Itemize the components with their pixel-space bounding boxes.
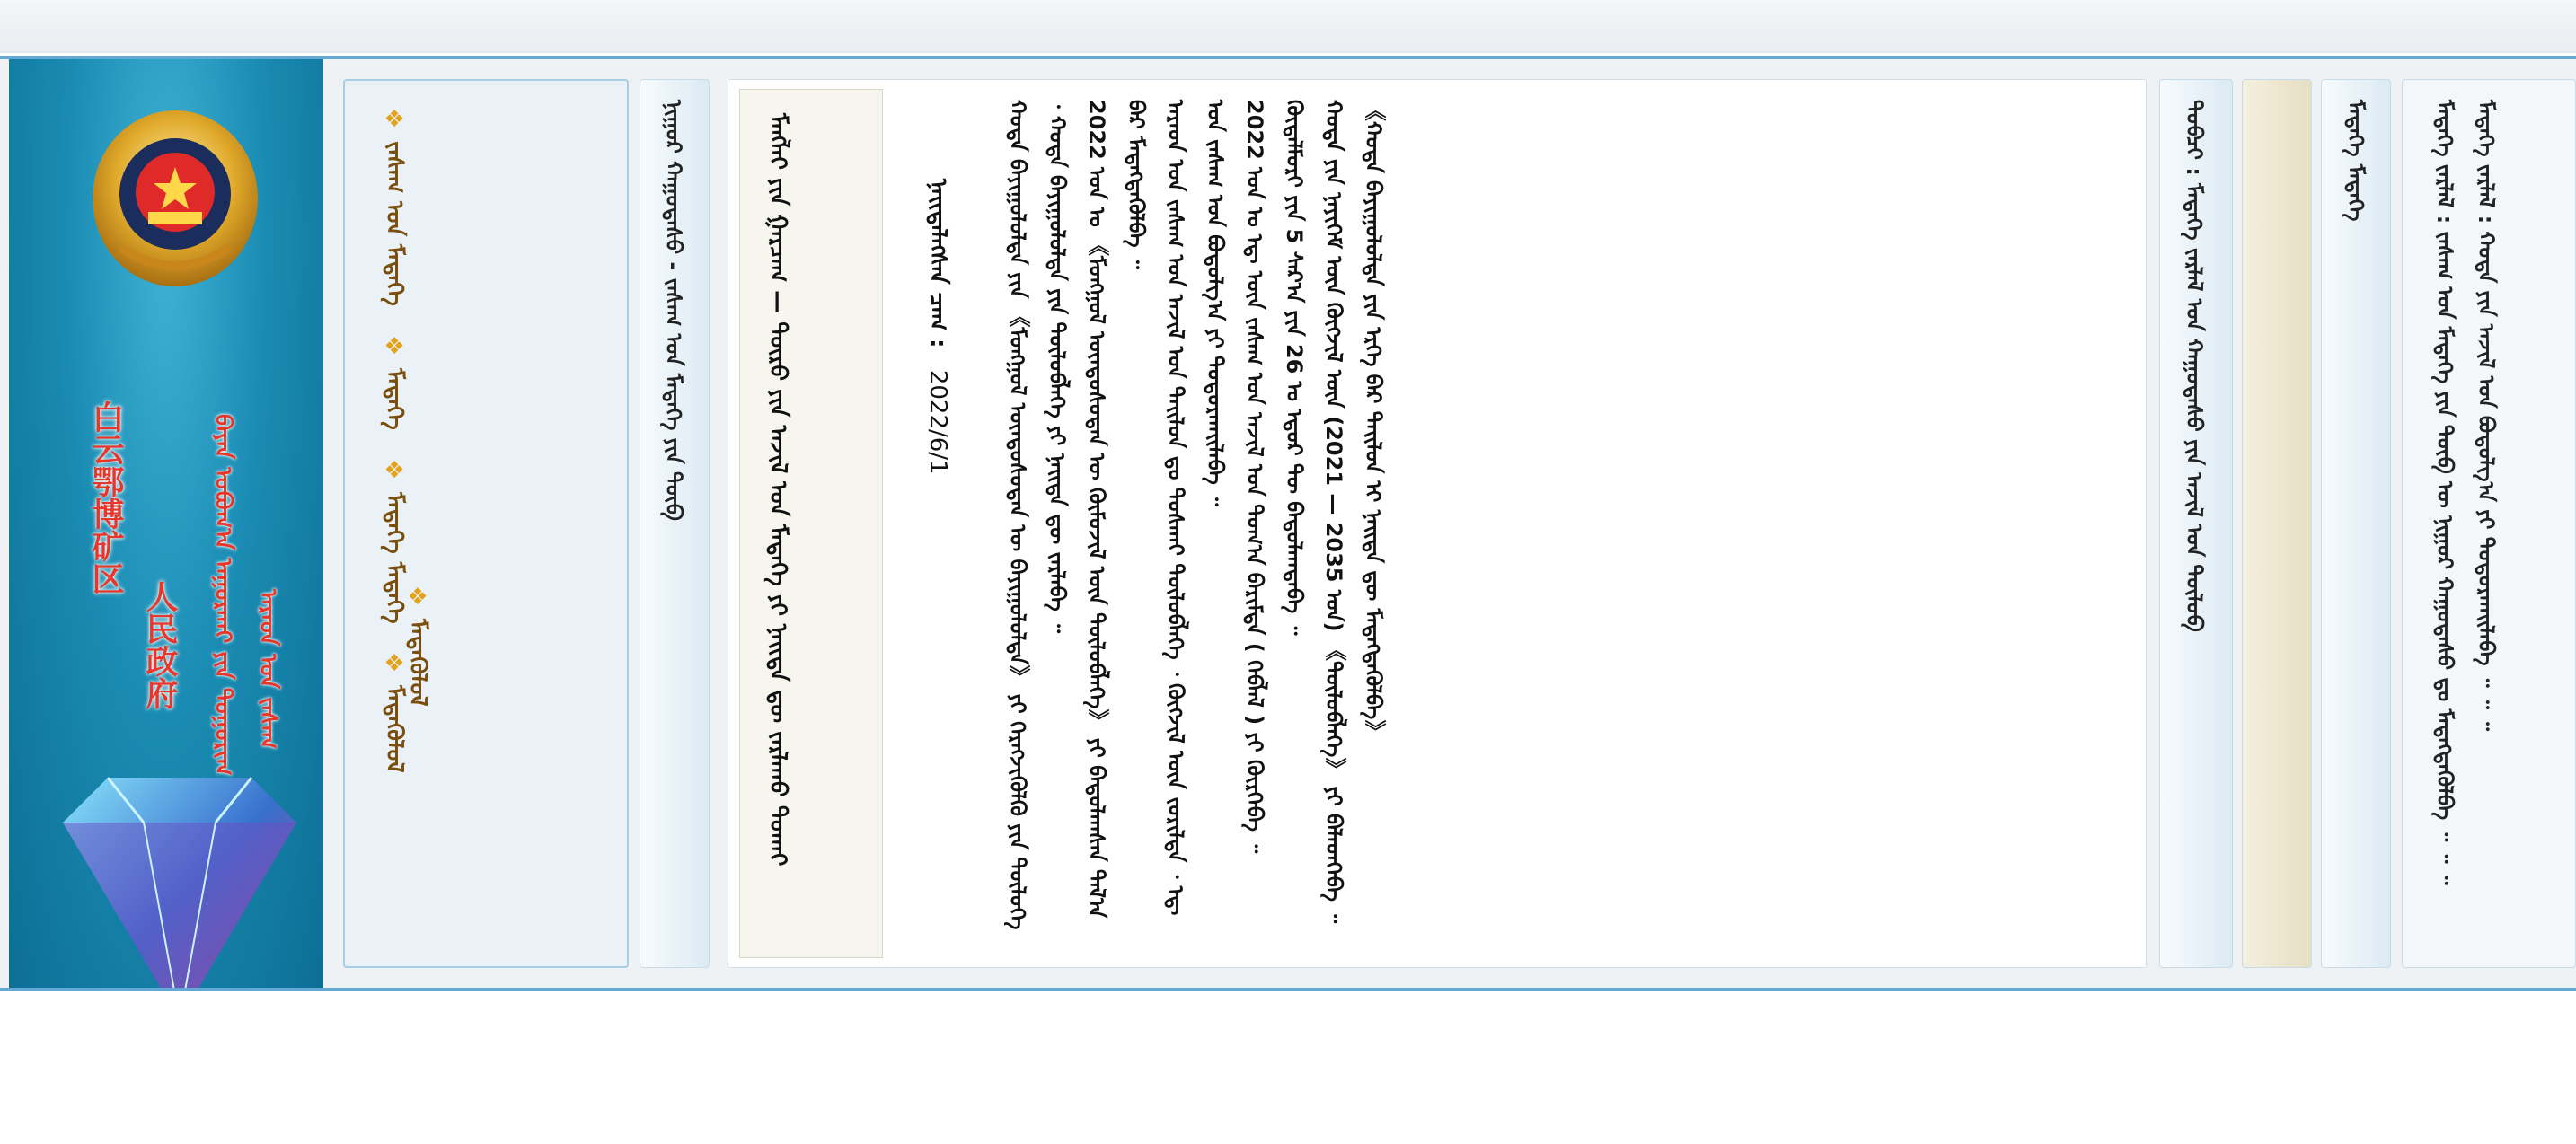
nav-item-label: ᠮᠡᠳᠡᠭᠡ <box>381 367 408 430</box>
breadcrumb <box>640 79 710 968</box>
publish-date-label: ᠨᠡᠢᠲᠡᠯᠡᠭᠰᠡᠨ ᠴᠠᠭ : <box>924 179 951 348</box>
article-paragraph: 2022 ᠣᠨ ᠤ ᠡᠳ᠋ ᠦᠨ ᠵᠠᠰᠠᠭ ᠤᠨ ᠠᠵᠢᠯ ᠤᠨ ᠲᠣᠭ᠎ᠠ ᠪᠠᠷᠢᠮᠲᠠ ( ᠬᠡᠪᠯᠡᠯ ) ᠶᠢ ᠬᠦᠷᠭᠡᠪᠡ ᠃ <box>1242 100 1267 854</box>
banner-title-cn: 白云鄂博矿区 <box>87 400 125 594</box>
bullet-icon: ❖ <box>381 456 408 492</box>
bullet-icon: ❖ <box>381 106 408 142</box>
nav-item-label: ᠮᠡᠳᠡᠭᠦᠯᠦᠯ <box>381 685 408 773</box>
article-paragraph: ᠬᠤᠲᠠ ᠶᠢᠨ ᠨᠡᠶᠢᠭᠡᠮ ᠦᠨ ᠬᠥᠭᠵᠢᠯ ᠦᠨ (2021 — 2035 ᠣᠨ) 《ᠲᠥᠯᠥᠪᠯᠡᠭᠡ》 ᠶᠢ ᠪᠡᠯᠡᠳᠬᠡᠪᠡ ᠃ <box>1321 100 1346 924</box>
news-list-item[interactable]: ᠮᠡᠳᠡᠭᠡ ᠵᠠᠷᠯᠠᠯ : ᠬᠤᠲᠠ ᠶᠢᠨ ᠠᠵᠢᠯ ᠤᠨ ᠪᠣᠳᠤᠯᠭ᠎ᠠ ᠶᠢ ᠲᠣᠳᠤᠷᠬᠠᠢᠯᠠᠪᠠ ᠃ ᠃ ᠃ <box>2474 100 2499 731</box>
bottom-divider <box>0 988 2576 991</box>
nav-item-1[interactable] <box>368 99 420 313</box>
category-column <box>2321 79 2391 968</box>
bullet-icon: ❖ <box>381 650 408 686</box>
nav-item-bottom-label: ᠮᠡᠳᠡᠭᠦᠯᠦᠯ <box>404 619 431 707</box>
nav-item-2[interactable] <box>368 326 420 437</box>
nav-item-label: ᠵᠠᠰᠠᠭ ᠤᠨ ᠮᠡᠳᠡᠭᠡ <box>381 141 408 306</box>
banner-subtitle-mn: ᠠᠷᠠᠳ ᠤᠨ ᠵᠠᠰᠠᠭ <box>254 589 281 750</box>
news-list <box>2424 100 2507 885</box>
top-bar <box>0 0 2576 53</box>
article-body <box>998 100 1393 944</box>
article-content <box>728 79 2147 968</box>
diamond-graphic-icon <box>45 760 314 988</box>
section-title-column <box>2159 79 2233 968</box>
nav-list <box>368 99 420 952</box>
publish-date-value: 2022/6/1 <box>924 369 951 475</box>
article-title-box <box>739 89 883 958</box>
nav-item-label: ᠮᠡᠳᠡᠭᠡ ᠮᠡᠳᠡᠭᠡ <box>381 491 408 624</box>
banner-subtitle-cn: 人民政府 <box>141 580 179 709</box>
banner-title-mn: ᠪᠠᠶᠠᠨ ᠣᠪᠣᠭ᠎ᠠ ᠠᠭᠤᠷᠬᠠᠢ ᠶᠢᠨ ᠲᠣᠭᠣᠷᠢᠭ <box>209 414 236 776</box>
spacer-column <box>2242 79 2312 968</box>
section-title: ᠲᠣᠪᠴᠢ : ᠮᠡᠳᠡᠭᠡ ᠵᠠᠷᠯᠠᠯ ᠤᠨ ᠬᠠᠭᠤᠳᠠᠰᠤ ᠶᠢᠨ ᠠᠵᠢᠯ ᠤᠨ ᠲᠥᠯᠥᠪ <box>2182 100 2207 632</box>
bullet-icon: ❖ <box>404 584 431 620</box>
police-emblem-icon <box>85 104 265 293</box>
publish-date <box>917 179 958 475</box>
article-paragraph: 2022 ᠣᠨ ᠤ 《ᠮᠣᠩᠭᠣᠯ ᠦᠨᠳᠦᠰᠦᠲᠡᠨ ᠦ ᠬᠦᠮᠦᠵᠢᠯ ᠦᠨ ᠲᠥᠯᠥᠪᠯᠡᠭᠡ》 ᠶᠢ ᠪᠠᠲᠤᠯᠠᠭᠰᠠᠨ ᠲᠠᠯ᠎ᠠ ᠪᠠᠷ ᠮᠡᠳᠡᠭᠳᠡᠭᠦᠯᠪᠡ ᠃ <box>1084 100 1149 919</box>
nav-item-bottom[interactable] <box>397 584 438 707</box>
news-list-column <box>2402 79 2576 968</box>
article-title: ᠮᠠᠩᠯᠠᠢ ᠶᠢᠨ ᠭᠠᠷᠴᠠᠭ — ᠲᠥᠷᠦ ᠶᠢᠨ ᠠᠵᠢᠯ ᠤᠨ ᠮᠡᠳᠡᠭᠡ ᠶᠢ ᠨᠡᠢᠲᠡ ᠳᠦ ᠵᠠᠷᠯᠠᠬᠤ ᠲᠤᠬᠠᠢ <box>764 113 791 867</box>
article-paragraph: ᠬᠤᠲᠠ ᠪᠠᠶᠢᠭᠤᠯᠤᠯᠲᠠ ᠶᠢᠨ 《ᠮᠣᠩᠭᠣᠯ ᠦᠨᠳᠦᠰᠦᠲᠡᠨ ᠦ ᠪᠠᠶᠢᠭᠤᠯᠤᠯᠲᠠ》 ᠶᠢ ᠬᠡᠷᠡᠭᠵᠢᠭᠦᠯᠬᠦ ᠶᠢᠨ ᠲᠥᠯᠦᠭᠡ ᠂ ᠬᠤᠲᠠ ᠪᠠᠶᠢᠭᠤᠯᠤᠯᠲᠠ ᠶᠢᠨ ᠲᠥᠯᠥᠪᠯᠡᠭᠡ ᠶᠢ ᠨᠡᠢᠲᠡ ᠳᠦ ᠵᠠᠷᠯᠠᠪᠠ ᠃ <box>1005 100 1070 930</box>
news-list-item[interactable]: ᠮᠡᠳᠡᠭᠡ ᠵᠠᠷᠯᠠᠯ : ᠵᠠᠰᠠᠭ ᠤᠨ ᠮᠡᠳᠡᠭᠡ ᠶᠢᠨ ᠲᠥᠪ ᠦ ᠨᠢᠭᠤᠷ ᠬᠠᠭᠤᠳᠠᠰᠤ ᠳᠤ ᠮᠡᠳᠡᠭᠳᠡᠭᠦᠯᠪᠡ ᠃ ᠃ ᠃ <box>2432 100 2457 885</box>
bullet-icon: ❖ <box>381 332 408 368</box>
article-paragraph: ᠬᠥᠳᠡᠯᠮᠦᠷᠢ ᠶᠢᠨ 5 ᠰᠠᠷ᠎ᠠ ᠶᠢᠨ 26 ᠤ ᠡᠳᠦᠷ ᠲᠦ ᠪᠠᠲᠤᠯᠠᠭᠳᠠᠪᠠ ᠃ <box>1282 100 1307 636</box>
article-paragraph: 《ᠬᠤᠲᠠ ᠪᠠᠶᠢᠭᠤᠯᠤᠯᠲᠠ ᠶᠢᠨ ᠡᠷᠬᠡ ᠪᠠᠷ ᠲᠠᠢᠯᠤᠨ ᠢ ᠨᠡᠢᠲᠡ ᠳᠦ ᠮᠡᠳᠡᠭᠳᠡᠭᠦᠯᠪᠡ》 <box>1361 100 1386 742</box>
category-link[interactable]: ᠮᠡᠳᠡᠭᠡ ᠮᠡᠳᠡᠭᠡ <box>2343 100 2369 222</box>
left-nav-panel <box>343 79 629 968</box>
site-banner <box>9 59 323 988</box>
article-paragraph: ᠠᠷᠠᠳ ᠤᠨ ᠵᠠᠰᠠᠭ ᠤᠨ ᠠᠵᠢᠯ ᠤᠨ ᠲᠠᠢᠯᠤᠨ ᠳᠤ ᠲᠤᠰᠬᠠᠢ ᠲᠥᠯᠥᠪᠯᠡᠭᠡ ᠂ ᠬᠥᠭᠵᠢᠯ ᠦᠨ ᠵᠣᠷᠢᠯᠲᠠ ᠂ ᠡᠳ᠋ ᠤᠨ ᠵᠠᠰᠠᠭ ᠤᠨ ᠪᠣᠳᠤᠯᠭ᠎ᠠ ᠶᠢ ᠲᠣᠳᠤᠷᠬᠠᠢᠯᠠᠪᠠ ᠃ <box>1163 100 1228 916</box>
breadcrumb-text[interactable]: ᠨᠢᠭᠤᠷ ᠬᠠᠭᠤᠳᠠᠰᠤ - ᠵᠠᠰᠠᠭ ᠤᠨ ᠮᠡᠳᠡᠭᠡ ᠶᠢᠨ ᠲᠥᠪ <box>661 100 686 521</box>
